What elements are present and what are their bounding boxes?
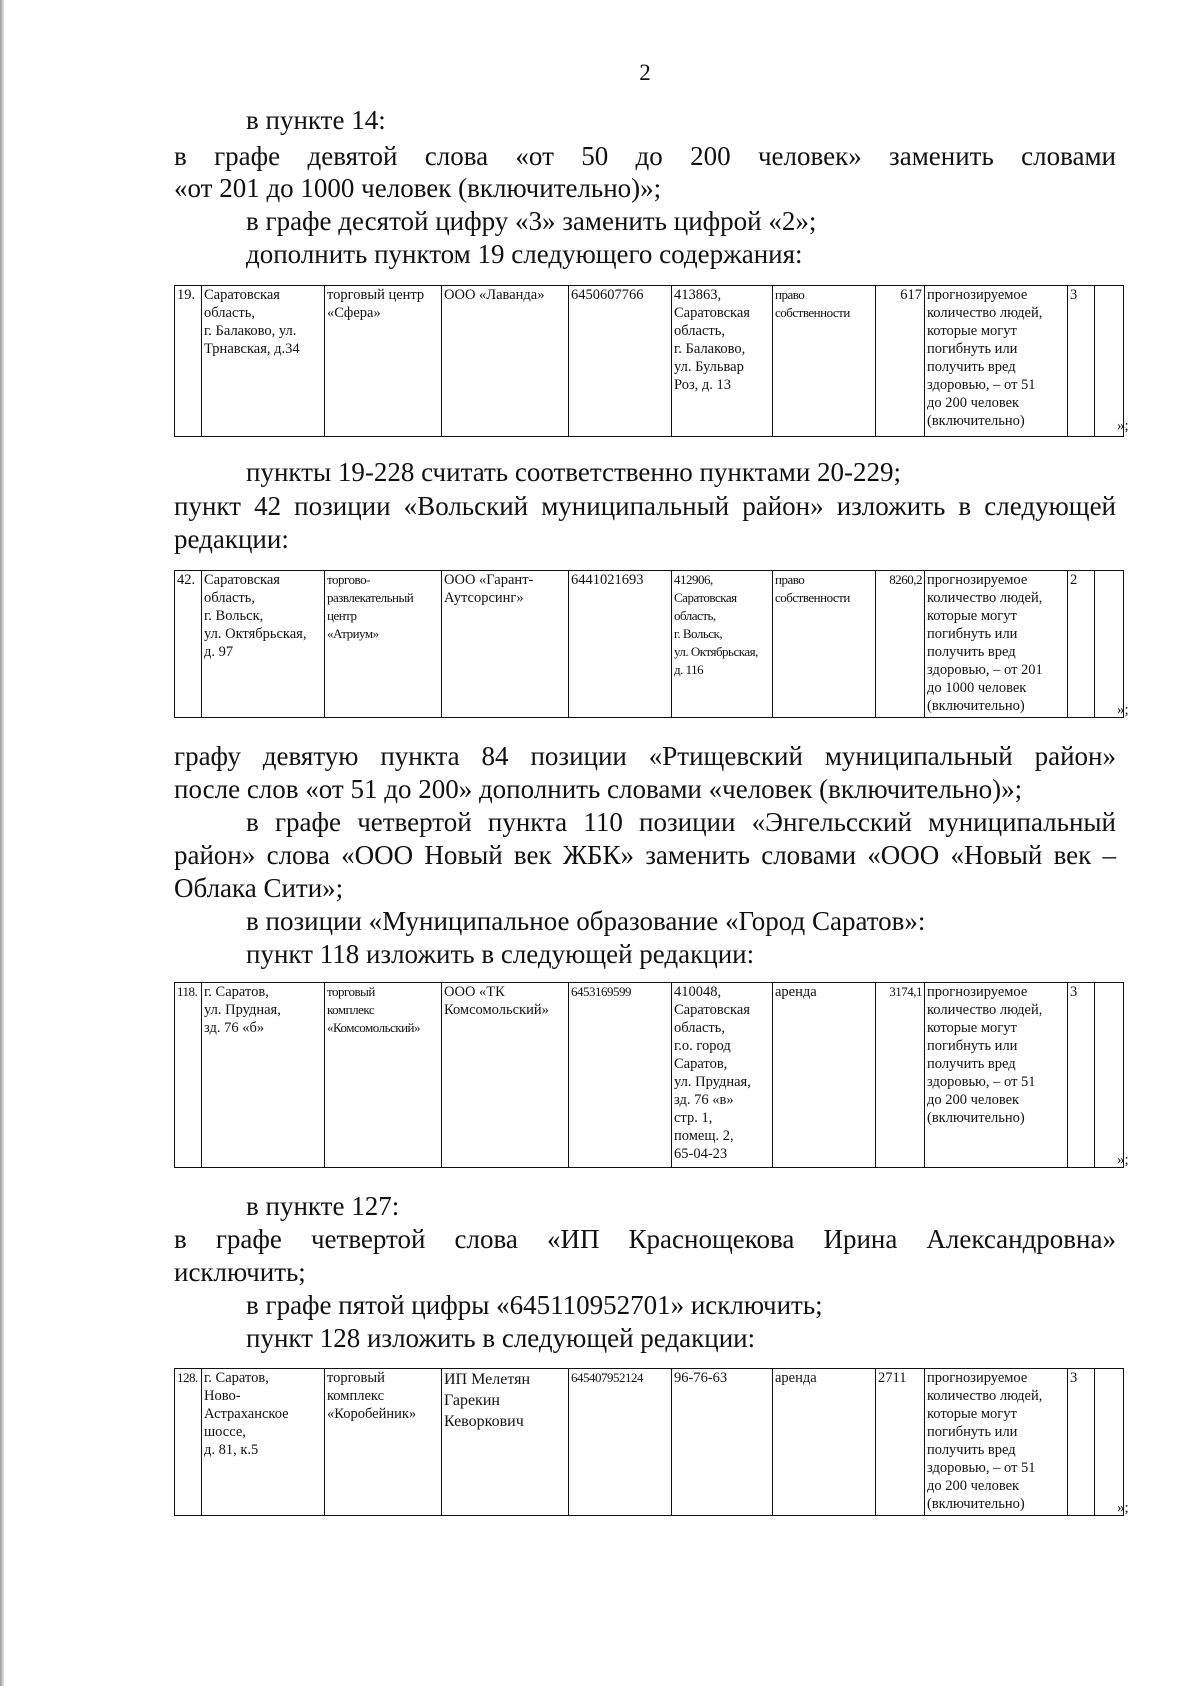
paragraph-1: в пункте 14:: [246, 105, 386, 135]
table-item-118: [174, 982, 1124, 1168]
cell-right: аренда: [773, 1369, 876, 1516]
cell-organization: ООО «Лаванда»: [442, 286, 569, 437]
table-row: [175, 1369, 1124, 1516]
cell-area: 3174,1: [876, 983, 925, 1168]
cell-right: право собственности: [773, 286, 876, 437]
table-row: [175, 983, 1124, 1168]
cell-area: 617: [876, 286, 925, 437]
cell-class: 3: [1068, 286, 1095, 437]
paragraph-10: пункт 118 изложить в следующей редакции:: [246, 939, 755, 969]
cell-object: торговый центр «Сфера»: [325, 286, 442, 437]
cell-legal-address: 412906, Саратовская область, г. Вольск, ул. Октябрьская, д. 116: [672, 571, 773, 718]
paragraph-2-line-2: «от 201 до 1000 человек (включительно)»;: [174, 173, 662, 203]
cell-right: право собственности: [773, 571, 876, 718]
cell-address: г. Саратов, Ново- Астраханское шоссе, д. 81, к.5: [202, 1369, 325, 1516]
cell-address: Саратовская область, г. Вольск, ул. Октябрьская, д. 97: [202, 571, 325, 718]
cell-class: 3: [1068, 1369, 1095, 1516]
paragraph-8-line-2: район» слова «ООО Новый век ЖБК» заменить словами «ООО «Новый век –: [174, 840, 1116, 870]
cell-number: 118.: [175, 983, 202, 1168]
cell-address: Саратовская область, г. Балаково, ул. Трнавская, д.34: [202, 286, 325, 437]
cell-address: г. Саратов, ул. Прудная, зд. 76 «б»: [202, 983, 325, 1168]
closing-quote-4: »;: [1117, 1500, 1129, 1516]
cell-inn: 6441021693: [569, 571, 672, 718]
cell-inn: 6453169599: [569, 983, 672, 1168]
paragraph-6-line-1: пункт 42 позиции «Вольский муниципальный район» изложить в следующей: [174, 491, 1116, 521]
cell-object: торгово- развлекательный центр «Атриум»: [325, 571, 442, 718]
paragraph-3: в графе десятой цифру «3» заменить цифрой «2»;: [246, 206, 817, 236]
cell-number: 128.: [175, 1369, 202, 1516]
table-item-128: [174, 1368, 1124, 1516]
table-item-19: [174, 285, 1124, 437]
cell-inn: 645407952124: [569, 1369, 672, 1516]
cell-area: 8260,2: [876, 571, 925, 718]
paragraph-13: в графе пятой цифры «645110952701» исключить;: [246, 1290, 823, 1320]
table-row: [175, 571, 1124, 718]
paragraph-6-line-2: редакции:: [174, 524, 289, 554]
cell-extra: [1095, 1369, 1124, 1516]
paragraph-8-line-1: в графе четвертой пункта 110 позиции «Энгельсский муниципальный: [246, 807, 1116, 837]
cell-legal-address: 410048, Саратовская область, г.о. город Саратов, ул. Прудная, зд. 76 «в» стр. 1, помещ. 2, 65-04-23: [672, 983, 773, 1168]
page-number: 2: [639, 60, 651, 85]
cell-number: 19.: [175, 286, 202, 437]
cell-extra: [1095, 983, 1124, 1168]
paragraph-2-line-1: в графе девятой слова «от 50 до 200 человек» заменить словами: [174, 141, 1116, 171]
cell-legal-address: 413863, Саратовская область, г. Балаково, ул. Бульвар Роз, д. 13: [672, 286, 773, 437]
cell-object: торговый комплекс «Коробейник»: [325, 1369, 442, 1516]
cell-category: прогнозируемое количество людей, которые могут погибнуть или получить вред здоровью, – от 51 до 200 человек (включительно): [925, 983, 1068, 1168]
cell-class: 3: [1068, 983, 1095, 1168]
cell-number: 42.: [175, 571, 202, 718]
paragraph-5: пункты 19-228 считать соответственно пунктами 20-229;: [246, 457, 902, 487]
paragraph-8-line-3: Облака Сити»;: [174, 873, 344, 903]
paragraph-11: в пункте 127:: [246, 1191, 400, 1221]
paragraph-4: дополнить пунктом 19 следующего содержания:: [246, 239, 803, 269]
table-item-42: [174, 570, 1124, 718]
paragraph-14: пункт 128 изложить в следующей редакции:: [246, 1323, 756, 1353]
paragraph-7-line-2: после слов «от 51 до 200» дополнить словами «человек (включительно)»;: [174, 774, 1023, 804]
table-row: [175, 286, 1124, 437]
paragraph-7-line-1: графу девятую пункта 84 позиции «Ртищевский муниципальный район»: [174, 741, 1116, 771]
cell-category: прогнозируемое количество людей, которые могут погибнуть или получить вред здоровью, – от 51 до 200 человек (включительно): [925, 286, 1068, 437]
cell-category: прогнозируемое количество людей, которые могут погибнуть или получить вред здоровью, – от 51 до 200 человек (включительно): [925, 1369, 1068, 1516]
paragraph-12-line-1: в графе четвертой слова «ИП Краснощекова Ирина Александровна»: [174, 1224, 1116, 1254]
paragraph-12-line-2: исключить;: [174, 1257, 306, 1287]
cell-class: 2: [1068, 571, 1095, 718]
scan-edge: [0, 0, 4, 1686]
paragraph-9: в позиции «Муниципальное образование «Город Саратов»:: [246, 906, 926, 936]
cell-organization: ООО «Гарант- Аутсорсинг»: [442, 571, 569, 718]
closing-quote-1: »;: [1117, 418, 1129, 434]
closing-quote-2: »;: [1117, 702, 1129, 718]
cell-area: 2711: [876, 1369, 925, 1516]
cell-extra: [1095, 571, 1124, 718]
closing-quote-3: »;: [1117, 1152, 1129, 1168]
cell-inn: 6450607766: [569, 286, 672, 437]
cell-extra: [1095, 286, 1124, 437]
cell-category: прогнозируемое количество людей, которые могут погибнуть или получить вред здоровью, – от 201 до 1000 человек (включительно): [925, 571, 1068, 718]
cell-legal-address: 96-76-63: [672, 1369, 773, 1516]
cell-object: торговый комплекс «Комсомольский»: [325, 983, 442, 1168]
cell-organization: ООО «ТК Комсомольский»: [442, 983, 569, 1168]
cell-right: аренда: [773, 983, 876, 1168]
cell-organization: ИП Мелетян Гарекин Кеворкович: [442, 1369, 569, 1516]
